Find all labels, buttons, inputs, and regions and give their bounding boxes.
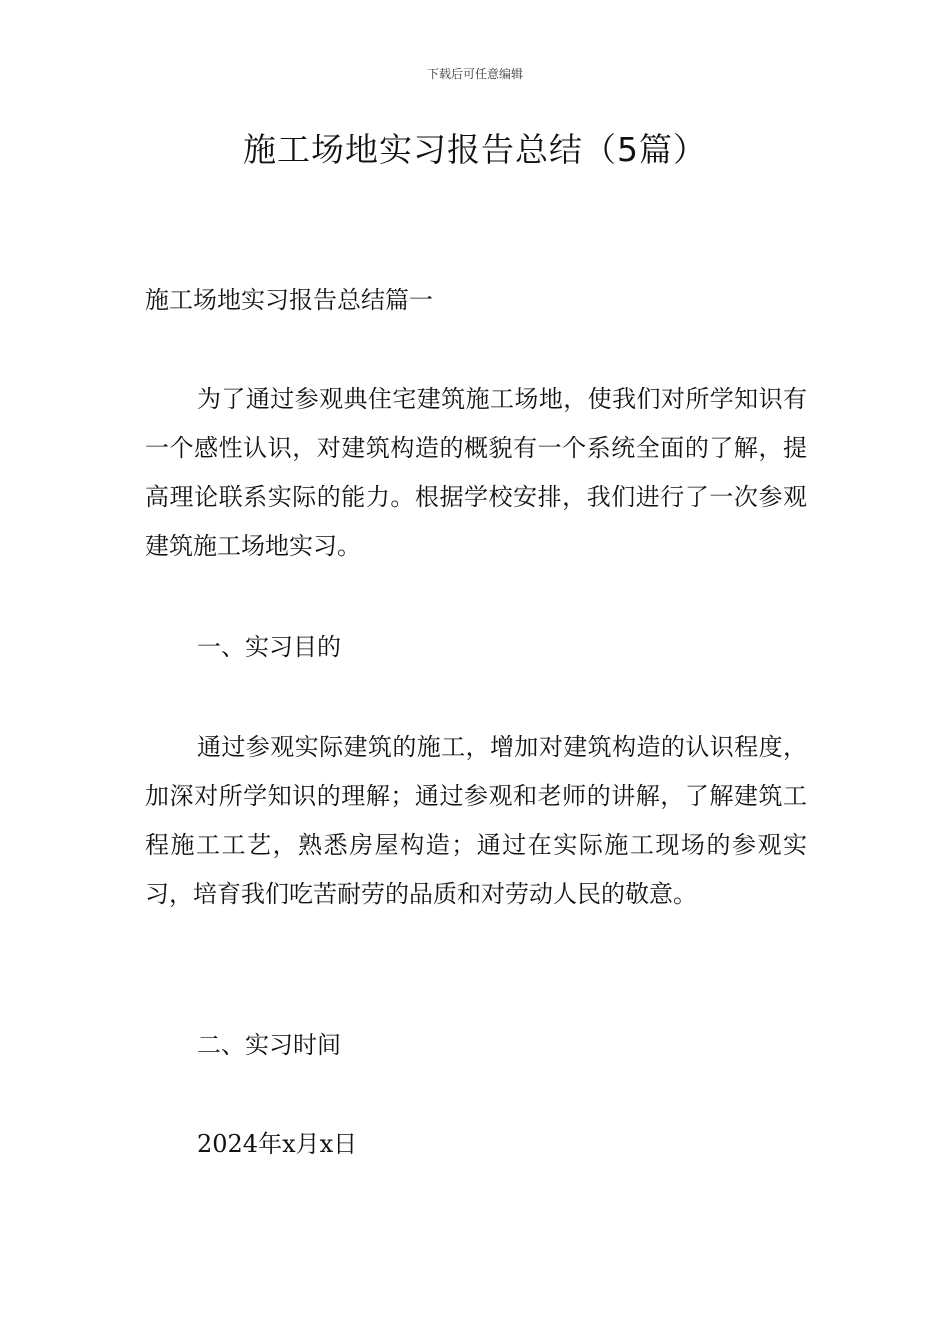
- document-title: 施工场地实习报告总结（5篇）: [243, 130, 707, 169]
- section-content-purpose: 通过参观实际建筑的施工，增加对建筑构造的认识程度，加深对所学知识的理解；通过参观和老师的讲解，了解建筑工程施工工艺，熟悉房屋构造；通过在实际施工现场的参观实习，培育我们吃苦耐劳的品质和对劳动人民的敬意。: [145, 733, 807, 908]
- section-heading-time: 二、实习时间: [197, 1031, 341, 1059]
- intro-paragraph: 为了通过参观典住宅建筑施工场地，使我们对所学知识有一个感性认识，对建筑构造的概貌有一个系统全面的了解，提高理论联系实际的能力。根据学校安排，我们进行了一次参观建筑施工场地实习。: [145, 385, 807, 560]
- header-note: 下载后可任意编辑: [426, 67, 523, 81]
- section-heading-purpose: 一、实习目的: [197, 633, 341, 661]
- part-heading: 施工场地实习报告总结篇一: [145, 286, 433, 314]
- section-content-time: 2024年x月x日: [197, 1130, 358, 1158]
